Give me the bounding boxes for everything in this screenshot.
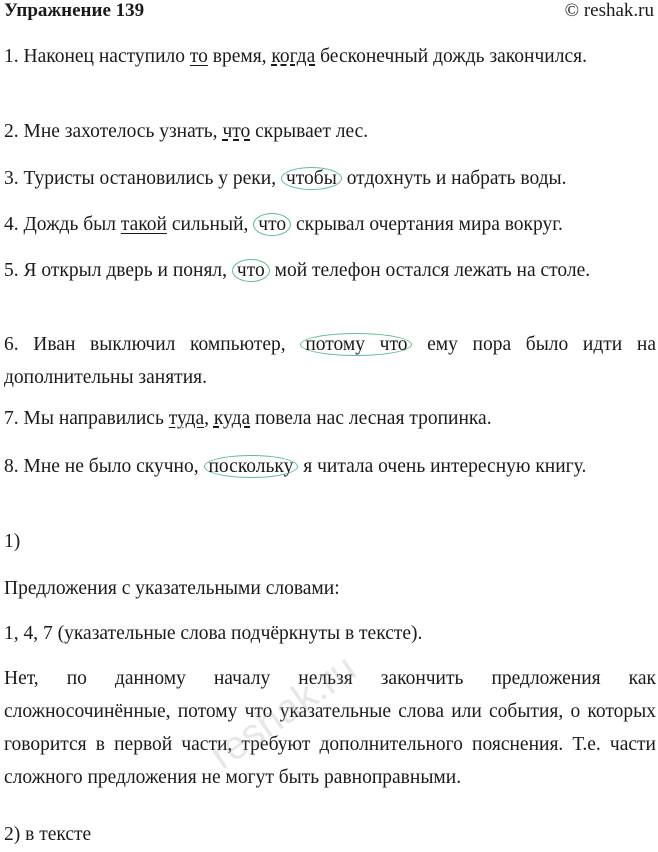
- exercise-title: Упражнение 139: [4, 0, 145, 21]
- text: повела нас лесная тропинка.: [250, 408, 492, 429]
- text: отдохнуть и набрать воды.: [341, 168, 567, 189]
- text: 3. Туристы остановились у реки,: [4, 168, 281, 189]
- text: время,: [207, 46, 272, 67]
- conjunction-circled: чтобы: [281, 167, 342, 190]
- sentence-5: [4, 254, 656, 287]
- answer-part-1-label: 1): [4, 531, 21, 552]
- text: скрывает лес.: [250, 121, 369, 142]
- answer-heading: Предложения с указательными словами:: [4, 578, 340, 599]
- text: 1. Наконец наступило: [4, 46, 190, 67]
- sentence-8: [4, 450, 656, 483]
- demonstrative-word: такой: [120, 214, 167, 235]
- text: 6. Иван выключил компьютер,: [4, 334, 301, 355]
- conjunction-circled: поскольку: [204, 455, 299, 478]
- text: мой телефон остался лежать на столе.: [269, 260, 591, 281]
- answer-list: 1, 4, 7 (указательные слова подчёркнуты в тексте).: [4, 623, 423, 644]
- conjunction-circled: что: [232, 259, 270, 282]
- text: бесконечный дождь закончился.: [315, 46, 587, 67]
- demonstrative-word: то: [189, 46, 208, 67]
- sentence-1: [4, 40, 656, 73]
- page-header: [4, 0, 654, 22]
- text: я читала очень интересную книгу.: [298, 456, 587, 477]
- sentence-7: [4, 402, 656, 435]
- conjunction-circled: что: [253, 213, 291, 236]
- sentence-4: [4, 208, 656, 241]
- conjunction-circled: потому что: [300, 333, 412, 356]
- text: 7. Мы направились: [4, 408, 169, 429]
- sentence-3: [4, 162, 656, 195]
- text: 8. Мне не было скучно,: [4, 456, 204, 477]
- text: скрывал очертания мира вокруг.: [291, 214, 563, 235]
- text: ему пора было идти на дополнительны занятия.: [4, 334, 656, 388]
- answer-part-2-label: 2) в тексте: [4, 824, 92, 845]
- text: ,: [204, 408, 214, 429]
- answer-explanation: Нет, по данному началу нельзя закончить предложения как сложносочинённые, потому что указательные слова или события, о которых говорится в первой части, требуют дополнительного пояснения. Т.е. части сложного предложения не могут быть равноправными.: [4, 668, 656, 788]
- text: 5. Я открыл дверь и понял,: [4, 260, 232, 281]
- conjunctive-word: когда: [271, 46, 316, 67]
- conjunctive-word: что: [222, 121, 251, 142]
- text: 4. Дождь был: [4, 214, 121, 235]
- sentence-6: [4, 328, 656, 394]
- demonstrative-word: туда: [168, 408, 205, 429]
- sentence-2: [4, 115, 656, 148]
- text: сильный,: [166, 214, 254, 235]
- text: 2. Мне захотелось узнать,: [4, 121, 223, 142]
- watermark: reshak.ru: [202, 646, 365, 778]
- site-credit: © reshak.ru: [564, 0, 654, 21]
- conjunctive-word: куда: [213, 408, 251, 429]
